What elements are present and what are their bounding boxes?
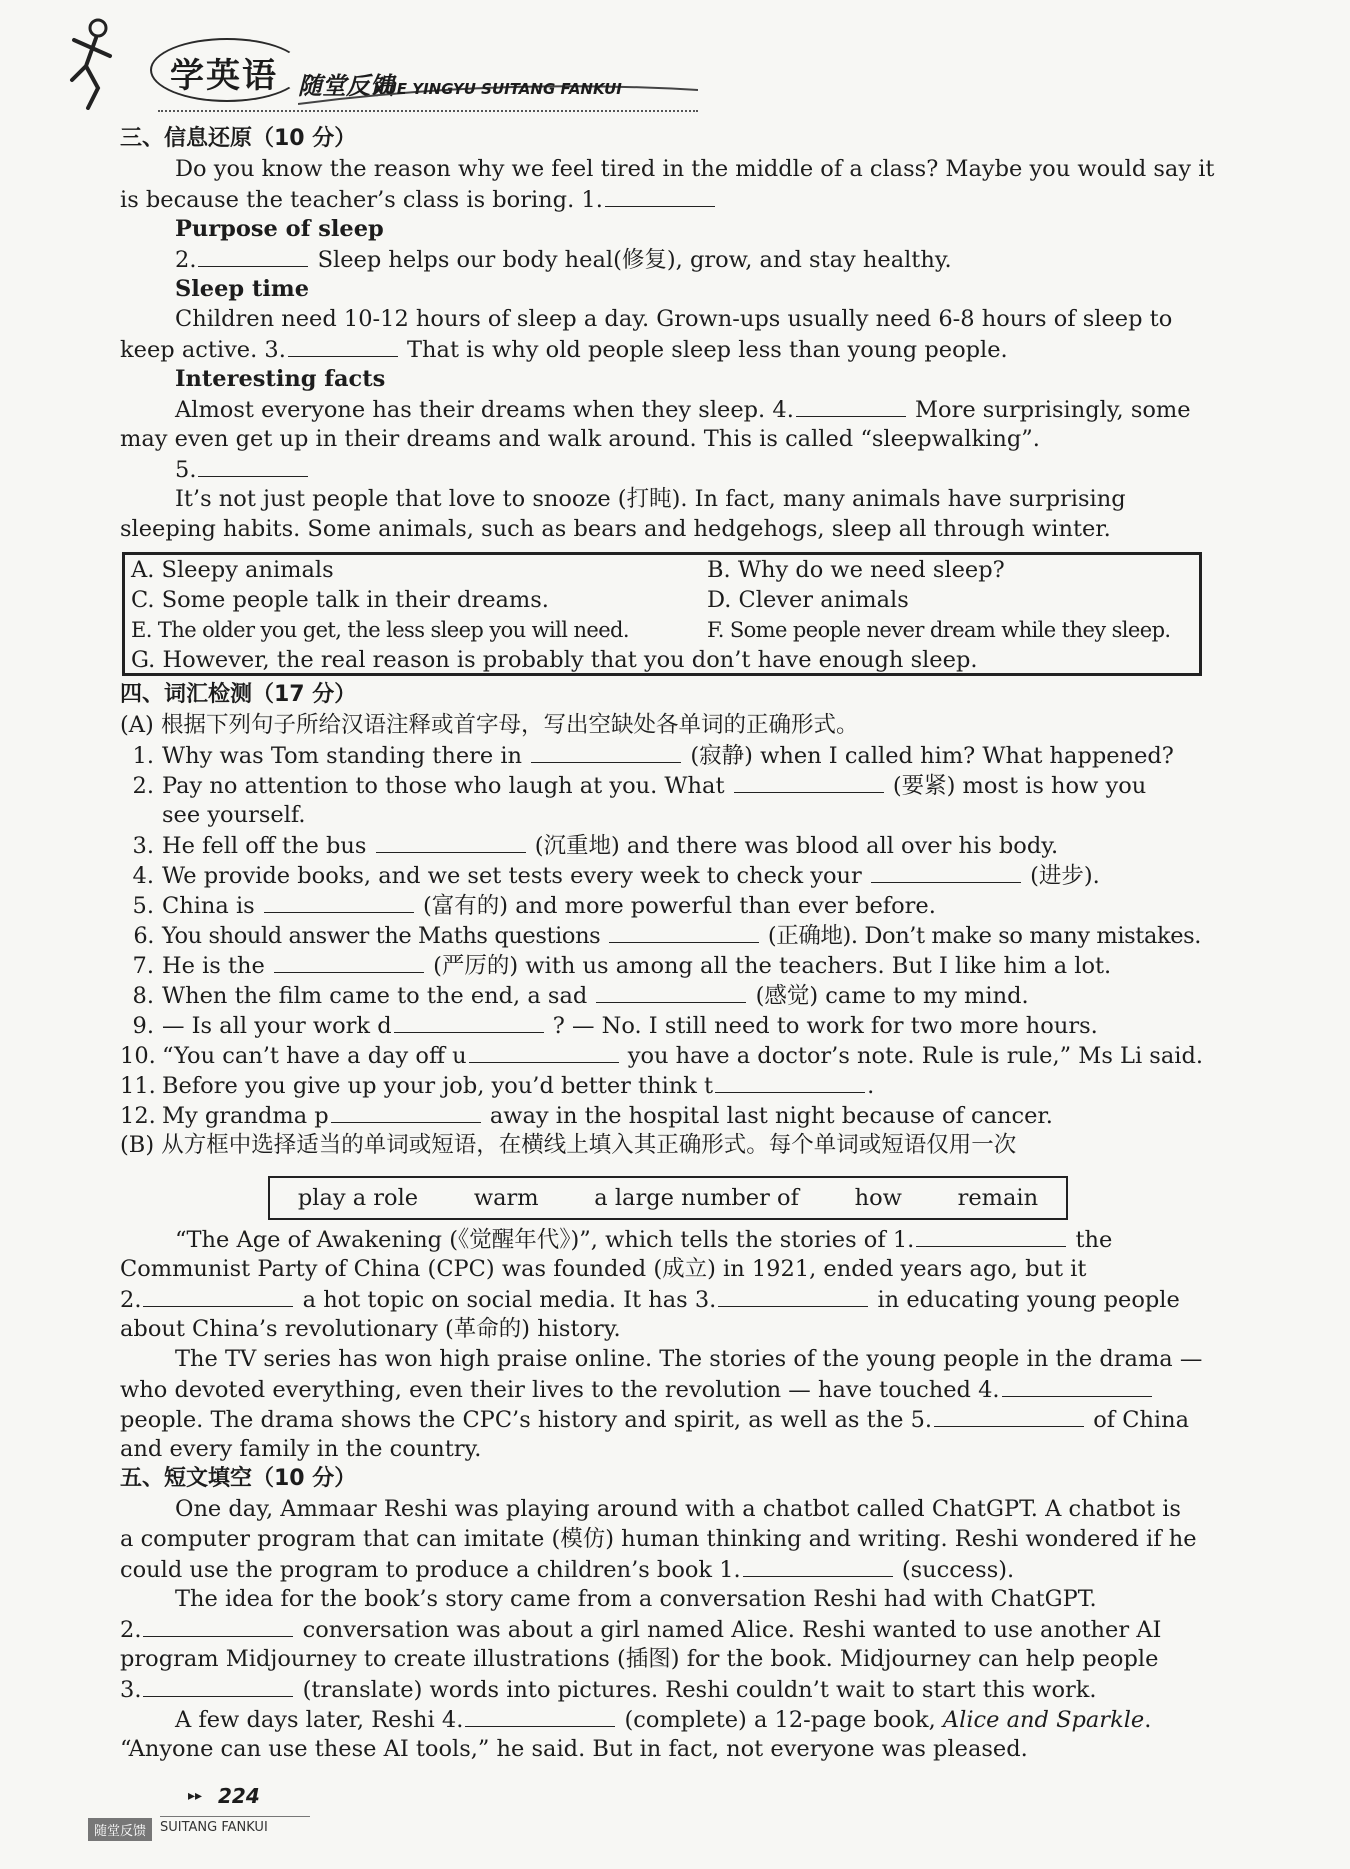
vocab-blank-2[interactable] xyxy=(734,770,884,793)
vocab-item-4: 4. We provide books, and we set tests every week to check your (进步). xyxy=(120,860,1100,891)
vocab-item-1: 1. Why was Tom standing there in (寂静) when I called him? What happened? xyxy=(120,740,1174,771)
vocab-item-9: 9. — Is all your work d ? — No. I still need to work for two more hours. xyxy=(120,1010,1098,1041)
s3-p1-line1: Do you know the reason why we feel tired in the middle of a class? Maybe you would say it xyxy=(175,156,1215,182)
vocab-blank-8[interactable] xyxy=(596,980,746,1003)
section-4b-instructions: (B) 从方框中选择适当的单词或短语，在横线上填入其正确形式。每个单词或短语仅用一次 xyxy=(120,1132,1017,1158)
option-e: E. The older you get, the less sleep you will need. xyxy=(131,618,629,642)
vocab-blank-3[interactable] xyxy=(376,830,526,853)
vocab-blank-11[interactable] xyxy=(715,1070,865,1093)
logo-title: 学英语 xyxy=(170,56,278,96)
section-4-title: 四、词汇检测（17 分） xyxy=(120,682,357,707)
vocab-blank-5[interactable] xyxy=(264,890,414,913)
s4b-line7: people. The drama shows the CPC’s history and spirit, as well as the 5. of China xyxy=(120,1404,1189,1435)
option-a: A. Sleepy animals xyxy=(131,557,334,583)
vocab-blank-10[interactable] xyxy=(469,1040,619,1063)
s3-p2: 2. Sleep helps our body heal(修复), grow, and stay healthy. xyxy=(175,244,952,275)
option-f: F. Some people never dream while they sleep. xyxy=(707,618,1171,642)
book-title: Alice and Sparkle xyxy=(942,1707,1145,1733)
s5-line6: program Midjourney to create illustrations (插图) for the book. Midjourney can help people xyxy=(120,1646,1159,1672)
vocab-item-11: 11. Before you give up your job, you’d better think t . xyxy=(120,1070,874,1101)
s3-blank-3[interactable]: 3. xyxy=(264,337,399,363)
vocab-item-2-cont: see yourself. xyxy=(162,802,306,828)
section-4a-instructions: (A) 根据下列句子所给汉语注释或首字母，写出空缺处各单词的正确形式。 xyxy=(120,712,859,738)
s3-blank-1[interactable]: 1. xyxy=(581,187,716,213)
s5-line1: One day, Ammaar Reshi was playing around with a chatbot called ChatGPT. A chatbot is xyxy=(175,1496,1181,1522)
section-5-title: 五、短文填空（10 分） xyxy=(120,1466,357,1491)
s3-blank-5[interactable]: 5. xyxy=(175,454,310,485)
page-number: 224 xyxy=(218,1784,260,1808)
double-arrow-icon: ▸▸ xyxy=(188,1788,203,1804)
s4b-line1: “The Age of Awakening (《觉醒年代》)”, which tells the stories of 1. the xyxy=(175,1224,1112,1255)
s4b-line2: Communist Party of China (CPC) was founded (成立) in 1921, ended years ago, but it xyxy=(120,1256,1087,1282)
s5-line9: “Anyone can use these AI tools,” he said. But in fact, not everyone was pleased. xyxy=(120,1736,1028,1762)
s5-blank-3[interactable]: 3. xyxy=(120,1677,295,1703)
option-g: G. However, the real reason is probably that you don’t have enough sleep. xyxy=(131,647,978,673)
s4b-blank-4[interactable]: 4. xyxy=(978,1377,1153,1403)
heading-purpose: Purpose of sleep xyxy=(175,216,384,242)
vocab-item-8: 8. When the film came to the end, a sad (感觉) came to my mind. xyxy=(120,980,1029,1011)
vocab-blank-1[interactable] xyxy=(531,740,681,763)
s3-p5-line1: It’s not just people that love to snooze (打盹). In fact, many animals have surprising xyxy=(175,486,1126,512)
s5-blank-4[interactable]: 4. xyxy=(442,1707,617,1733)
section-3-title: 三、信息还原（10 分） xyxy=(120,126,357,151)
word-bank-box xyxy=(268,1176,1068,1220)
s5-line5: 2. conversation was about a girl named Alice. Reshi wanted to use another AI xyxy=(120,1614,1161,1645)
header-divider xyxy=(158,110,698,112)
vocab-blank-6[interactable] xyxy=(609,920,759,943)
logo-subtitle: 随堂反馈 xyxy=(298,72,394,100)
s5-line3: could use the program to produce a children’s book 1. (success). xyxy=(120,1554,1014,1585)
s5-line8: A few days later, Reshi 4. (complete) a 12-page book, Alice and Sparkle. xyxy=(175,1704,1151,1735)
s4b-line3: 2. a hot topic on social media. It has 3. in educating young people xyxy=(120,1284,1180,1315)
s3-blank-2[interactable]: 2. xyxy=(175,247,310,273)
vocab-blank-4[interactable] xyxy=(871,860,1021,883)
s4b-blank-5[interactable]: 5. xyxy=(911,1407,1086,1433)
heading-interesting-facts: Interesting facts xyxy=(175,366,386,392)
s5-blank-1[interactable]: 1. xyxy=(719,1557,894,1583)
s5-line2: a computer program that can imitate (模仿) human thinking and writing. Reshi wondered if he xyxy=(120,1526,1197,1552)
vocab-item-10: 10. “You can’t have a day off u you have a doctor’s note. Rule is rule,” Ms Li said. xyxy=(120,1040,1203,1071)
s4b-line6: who devoted everything, even their lives to the revolution — have touched 4. xyxy=(120,1374,1154,1405)
options-box xyxy=(122,552,1202,676)
vocab-blank-12[interactable] xyxy=(331,1100,481,1123)
heading-sleep-time: Sleep time xyxy=(175,276,310,302)
option-b: B. Why do we need sleep? xyxy=(707,557,1005,583)
vocab-blank-7[interactable] xyxy=(274,950,424,973)
s3-blank-4[interactable]: 4. xyxy=(772,397,907,423)
s3-p4-line1: Almost everyone has their dreams when they sleep. 4. More surprisingly, some xyxy=(175,394,1191,425)
s3-p4-line2: may even get up in their dreams and walk around. This is called “sleepwalking”. xyxy=(120,426,1040,452)
s5-line7: 3. (translate) words into pictures. Reshi couldn’t wait to start this work. xyxy=(120,1674,1097,1705)
vocab-item-6: 6. You should answer the Maths questions (正确地). Don’t make so many mistakes. xyxy=(120,920,1201,951)
s3-p3-line2: keep active. 3. That is why old people sleep less than young people. xyxy=(120,334,1008,365)
s4b-blank-2[interactable]: 2. xyxy=(120,1287,295,1313)
logo-pinyin: XUE YINGYU SUITANG FANKUI xyxy=(373,80,622,98)
vocab-blank-9[interactable] xyxy=(394,1010,544,1033)
word-bank-item: play a role xyxy=(297,1185,419,1211)
word-bank-item: how xyxy=(854,1185,902,1211)
vocab-item-12: 12. My grandma p away in the hospital last night because of cancer. xyxy=(120,1100,1053,1131)
runner-figure-icon xyxy=(58,18,128,110)
s5-line4: The idea for the book’s story came from a conversation Reshi had with ChatGPT. xyxy=(175,1586,1097,1612)
vocab-item-5: 5. China is (富有的) and more powerful than ever before. xyxy=(120,890,936,921)
word-bank-item: warm xyxy=(473,1185,539,1211)
word-bank-item: remain xyxy=(957,1185,1039,1211)
vocab-item-2: 2. Pay no attention to those who laugh at you. What (要紧) most is how you xyxy=(120,770,1146,801)
option-c: C. Some people talk in their dreams. xyxy=(131,587,549,613)
footer-tag-pinyin: SUITANG FANKUI xyxy=(160,1820,268,1835)
s4b-line4: about China’s revolutionary (革命的) history. xyxy=(120,1316,621,1342)
page-footer xyxy=(88,1784,308,1844)
s4b-line5: The TV series has won high praise online. The stories of the young people in the drama — xyxy=(175,1346,1203,1372)
s3-p1-line2: is because the teacher’s class is boring. 1. xyxy=(120,184,717,215)
s4b-line8: and every family in the country. xyxy=(120,1436,482,1462)
page-header xyxy=(58,18,658,113)
s5-blank-2[interactable]: 2. xyxy=(120,1617,295,1643)
s4b-blank-3[interactable]: 3. xyxy=(695,1287,870,1313)
footer-tag: 随堂反馈 xyxy=(88,1818,152,1841)
s3-p5-line2: sleeping habits. Some animals, such as bears and hedgehogs, sleep all through winter. xyxy=(120,516,1111,542)
option-d: D. Clever animals xyxy=(707,587,909,613)
vocab-item-3: 3. He fell off the bus (沉重地) and there was blood all over his body. xyxy=(120,830,1058,861)
vocab-item-7: 7. He is the (严厉的) with us among all the teachers. But I like him a lot. xyxy=(120,950,1111,981)
s4b-blank-1[interactable]: 1. xyxy=(893,1227,1068,1253)
s3-p3-line1: Children need 10-12 hours of sleep a day. Grown-ups usually need 6-8 hours of sleep to xyxy=(175,306,1173,332)
word-bank-item: a large number of xyxy=(594,1185,799,1211)
footer-divider xyxy=(160,1816,310,1817)
